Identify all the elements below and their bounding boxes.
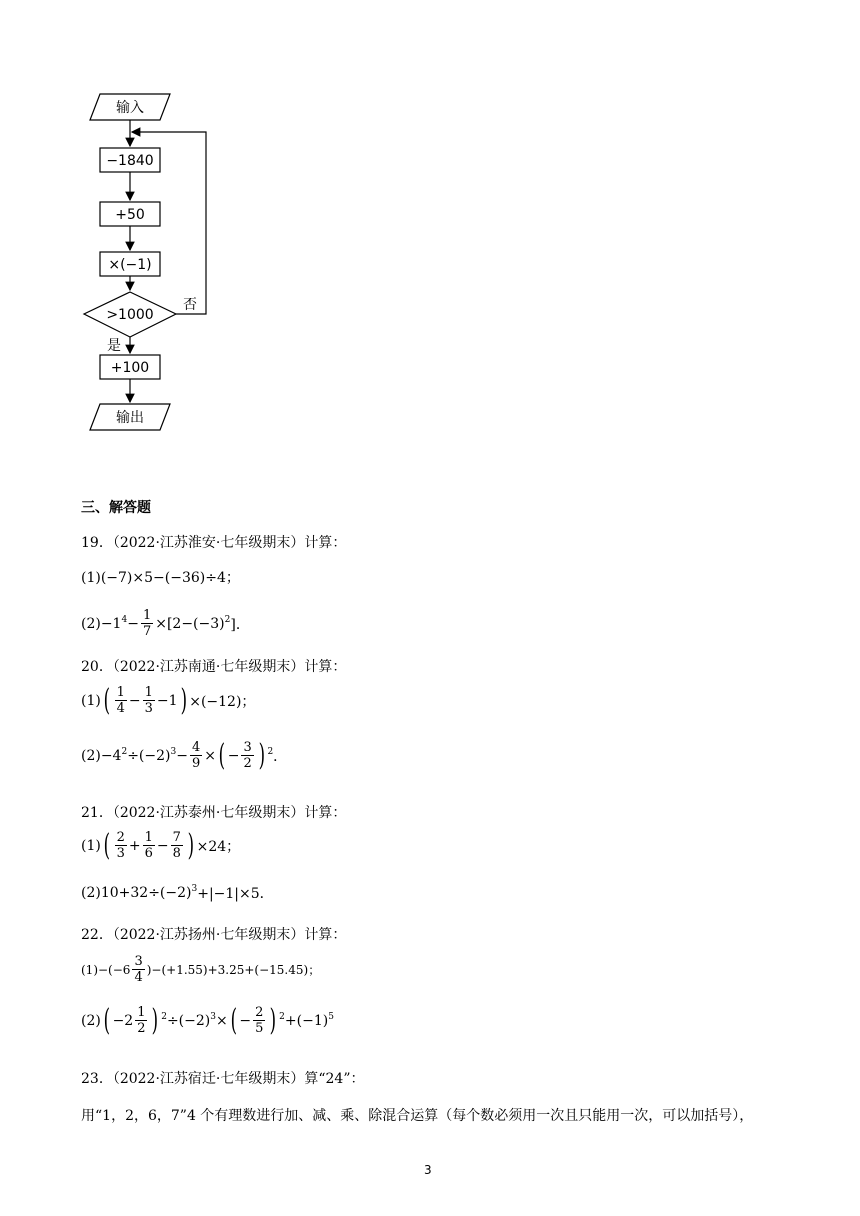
question-22-header: 22．（2022·江苏扬州·七年级期末）计算： — [81, 927, 347, 943]
step2-label: +50 — [115, 207, 145, 223]
question-20-header: 20．（2022·江苏南通·七年级期末）计算： — [81, 659, 347, 675]
flowchart — [0, 0, 260, 450]
question-20-part1: (1) ( $\frac{1}{4}$ − $\frac{1}{3}$ −1 ) ×(−12)； — [81, 682, 256, 718]
question-19-part2: (2)−1 4 − $\frac{1}{7}$ ×[2−(−3) 2 ]． — [81, 608, 250, 639]
question-19-header: 19．（2022·江苏淮安·七年级期末）计算： — [81, 535, 347, 551]
question-23-header: 23．（2022·江苏宿迁·七年级期末）算“24”： — [81, 1071, 365, 1087]
section-title: 三、解答题 — [81, 500, 151, 516]
page-number: 3 — [424, 1163, 432, 1177]
step3-label: ×(−1) — [108, 257, 152, 273]
decision-label: >1000 — [106, 307, 154, 323]
question-21-header: 21．（2022·江苏泰州·七年级期末）计算： — [81, 805, 347, 821]
question-22-part1: (1)−(−6 $\frac{3}{4}$ )−(+1.55)+3.25+(−15.45)； — [81, 954, 321, 985]
input-label: 输入 — [116, 100, 144, 116]
question-19-part1: (1)(−7)×5−(−36)÷4； — [81, 570, 240, 586]
step1-label: −1840 — [106, 153, 154, 169]
yes-label: 是 — [107, 338, 121, 354]
question-20-part2: (2)−4 2 ÷(−2) 3 − $\frac{4}{9}$ × ( − $\frac{3}{2}$ ) 2 ． — [81, 737, 288, 773]
step4-label: +100 — [110, 360, 150, 376]
no-label: 否 — [183, 297, 197, 313]
question-23-body: 用“1，2，6，7”4 个有理数进行加、减、乘、除混合运算（每个数必须用一次且只能用一次，可以加括号）， — [81, 1108, 754, 1124]
question-21-part2: (2)10+32÷(−2) 3 +|−1|×5． — [81, 884, 274, 902]
question-22-part2: (2) ( −2 $\frac{1}{2}$ ) 2 ÷(−2) 3 × ( − $\frac{2}{5}$ ) 2 +(−1) 5 — [81, 1002, 334, 1038]
question-21-part1: (1) ( $\frac{2}{3}$ + $\frac{1}{6}$ − $\frac{7}{8}$ ) ×24； — [81, 827, 241, 863]
output-label: 输出 — [116, 410, 144, 426]
